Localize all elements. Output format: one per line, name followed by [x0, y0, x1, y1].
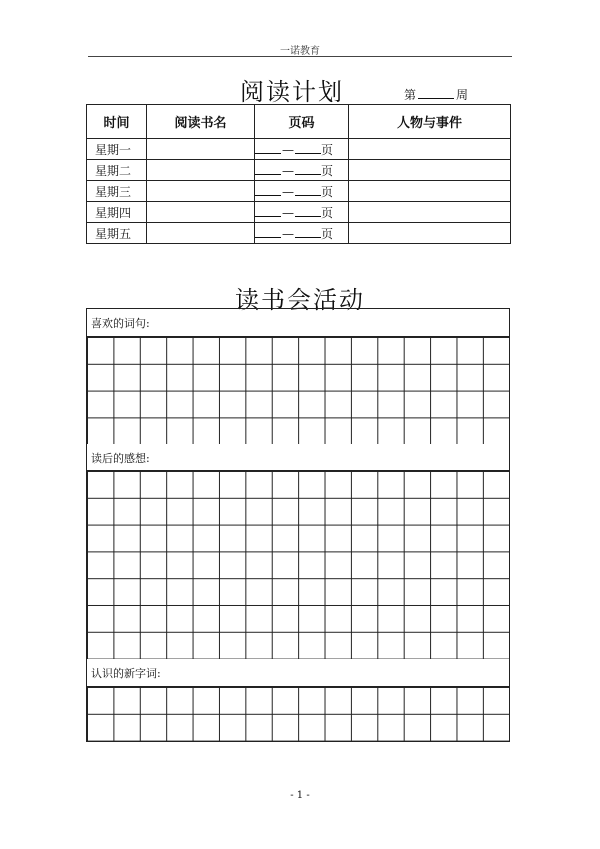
plan-table — [86, 104, 511, 244]
book-cell[interactable] — [147, 181, 255, 202]
pages-cell[interactable]: — 页 — [255, 223, 349, 244]
day-cell: 星期三 — [87, 181, 147, 202]
characters-cell[interactable] — [349, 139, 511, 160]
section-label-phrases: 喜欢的词句: — [91, 317, 150, 330]
table-row — [87, 223, 511, 244]
book-cell[interactable] — [147, 202, 255, 223]
book-cell[interactable] — [147, 160, 255, 181]
section-label-reflection: 读后的感想: — [91, 452, 150, 465]
characters-cell[interactable] — [349, 202, 511, 223]
pages-cell[interactable]: — 页 — [255, 160, 349, 181]
book-cell[interactable] — [147, 139, 255, 160]
characters-cell[interactable] — [349, 223, 511, 244]
day-cell: 星期一 — [87, 139, 147, 160]
table-row — [87, 160, 511, 181]
club-title: 读书会活动 — [235, 286, 365, 314]
week-prefix: 第 — [404, 88, 417, 102]
table-row — [87, 139, 511, 160]
new-words-grid[interactable] — [87, 686, 509, 742]
day-cell: 星期二 — [87, 160, 147, 181]
day-cell: 星期四 — [87, 202, 147, 223]
pages-cell[interactable]: — 页 — [255, 139, 349, 160]
col-time: 时间 — [87, 105, 147, 139]
header-org: 一诺教育 — [280, 46, 320, 57]
col-book: 阅读书名 — [147, 105, 255, 139]
week-label — [404, 86, 468, 103]
week-suffix: 周 — [456, 88, 469, 102]
club-box — [86, 308, 510, 742]
phrases-grid[interactable] — [87, 336, 509, 444]
book-cell[interactable] — [147, 223, 255, 244]
col-characters: 人物与事件 — [349, 105, 511, 139]
page-number: - 1 - — [290, 790, 310, 801]
reflection-grid[interactable] — [87, 470, 509, 659]
plan-header-row — [87, 105, 511, 139]
plan-title: 阅读计划 — [240, 78, 344, 106]
characters-cell[interactable] — [349, 181, 511, 202]
header-rule — [88, 56, 512, 57]
day-cell: 星期五 — [87, 223, 147, 244]
characters-cell[interactable] — [349, 160, 511, 181]
week-blank[interactable] — [418, 88, 454, 99]
table-row — [87, 181, 511, 202]
pages-cell[interactable]: — 页 — [255, 202, 349, 223]
table-row — [87, 202, 511, 223]
col-pages: 页码 — [255, 105, 349, 139]
pages-cell[interactable]: — 页 — [255, 181, 349, 202]
section-label-new-words: 认识的新字词: — [91, 667, 161, 680]
